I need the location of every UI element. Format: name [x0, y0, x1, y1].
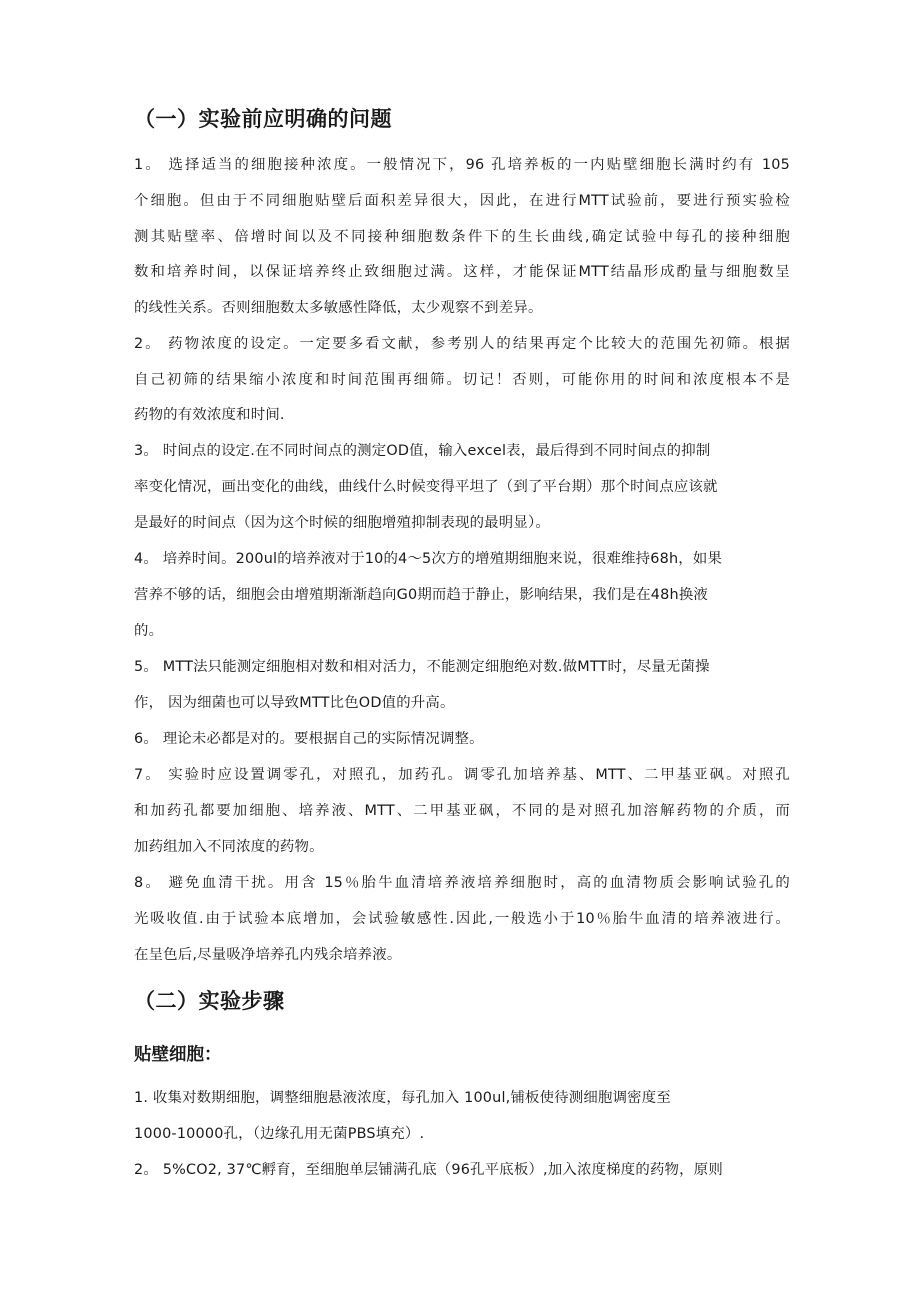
text-line: 测其贴壁率、倍增时间以及不同接种细胞数条件下的生长曲线,确定试验中每孔的接种细胞 — [134, 229, 790, 245]
text-line: 加药组加入不同浓度的药物。 — [134, 839, 324, 855]
text-line: 4。 培养时间。200ul的培养液对于10的4～5次方的增殖期细胞来说，很难维持68h，如果 — [134, 551, 723, 567]
text-line: 8。 避免血清干扰。用含 15％胎牛血清培养液培养细胞时，高的血清物质会影响试验孔的 — [134, 875, 790, 891]
text-line: 自己初筛的结果缩小浓度和时间范围再细筛。切记！否则，可能你用的时间和浓度根本不是 — [134, 372, 790, 388]
text-line: 6。 理论未必都是对的。要根据自己的实际情况调整。 — [134, 731, 484, 747]
text-line: 个细胞。但由于不同细胞贴壁后面积差异很大，因此，在进行MTT试验前，要进行预实验检 — [134, 193, 790, 209]
section-2-heading: （二）实验步骤 — [134, 989, 285, 1013]
text-line: 光吸收值.由于试验本底增加，会试验敏感性.因此,一般选小于10％胎牛血清的培养液进行。 — [134, 911, 790, 927]
text-line: 1。 选择适当的细胞接种浓度。一般情况下，96 孔培养板的一内贴壁细胞长满时约有 105 — [134, 157, 790, 173]
text-line: 5。 MTT法只能测定细胞相对数和相对活力，不能测定细胞绝对数.做MTT时，尽量无菌操 — [134, 659, 710, 675]
text-line: 的。 — [134, 623, 164, 639]
text-line: 3。 时间点的设定.在不同时间点的测定OD值，输入excel表，最后得到不同时间点的抑制 — [134, 443, 711, 459]
text-line: 2。 5%CO2, 37℃孵育，至细胞单层铺满孔底（96孔平底板）,加入浓度梯度的药物，原则 — [134, 1162, 723, 1178]
text-line: 是最好的时间点（因为这个时候的细胞增殖抑制表现的最明显）。 — [134, 515, 550, 531]
text-line: 营养不够的话，细胞会由增殖期渐渐趋向G0期而趋于静止，影响结果，我们是在48h换液 — [134, 587, 709, 603]
text-line: 的线性关系。否则细胞数太多敏感性降低，太少观察不到差异。 — [134, 300, 543, 316]
text-line: 2。 药物浓度的设定。一定要多看文献，参考别人的结果再定个比较大的范围先初筛。根据 — [134, 336, 790, 352]
subsection-heading: 贴壁细胞： — [134, 1045, 222, 1065]
text-line: 7。 实验时应设置调零孔，对照孔，加药孔。调零孔加培养基、MTT、二甲基亚砜。对照孔 — [134, 767, 790, 783]
text-line: 药物的有效浓度和时间. — [134, 407, 285, 423]
text-line: 和加药孔都要加细胞、培养液、MTT、二甲基亚砜，不同的是对照孔加溶解药物的介质，而 — [134, 803, 790, 819]
text-line: 在呈色后,尽量吸净培养孔内残余培养液。 — [134, 947, 402, 963]
section-1-heading: （一）实验前应明确的问题 — [134, 107, 392, 131]
text-line: 率变化情况，画出变化的曲线，曲线什么时候变得平坦了（到了平台期）那个时间点应该就 — [134, 479, 718, 495]
text-line: 1000-10000孔，（边缘孔用无菌PBS填充）. — [134, 1126, 425, 1142]
text-line: 作， 因为细菌也可以导致MTT比色OD值的升高。 — [134, 695, 455, 711]
text-line: 数和培养时间，以保证培养终止致细胞过满。这样，才能保证MTT结晶形成酌量与细胞数呈 — [134, 264, 790, 280]
text-line: 1. 收集对数期细胞，调整细胞悬液浓度，每孔加入 100ul,铺板使待测细胞调密度至 — [134, 1090, 671, 1106]
